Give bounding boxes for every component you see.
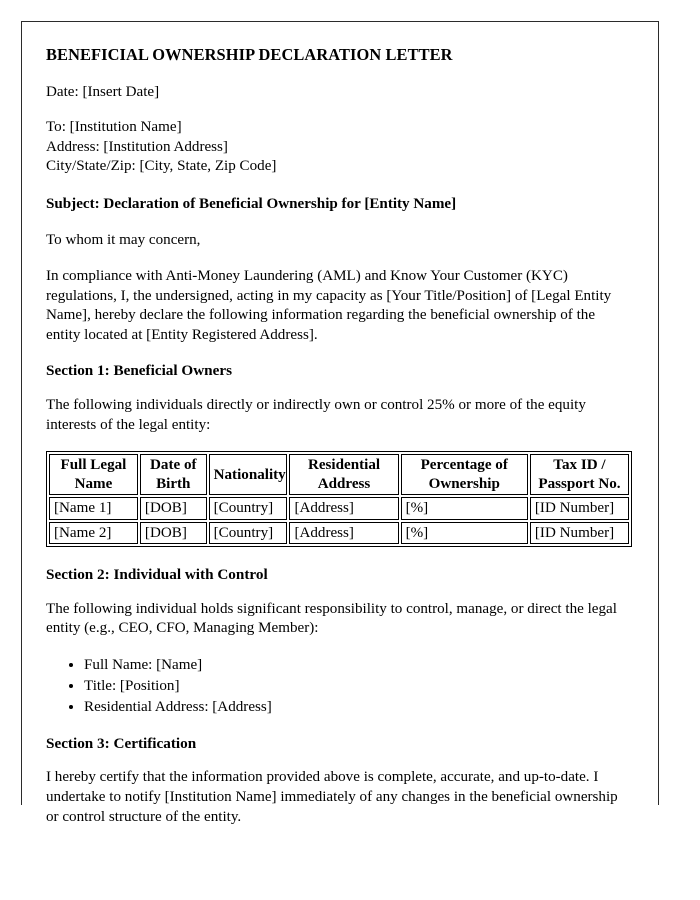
table-header-row xyxy=(49,454,629,495)
cell-nationality: [Country] xyxy=(209,497,288,519)
cell-tax-id-passport: [ID Number] xyxy=(530,497,629,519)
cell-full-legal-name: [Name 2] xyxy=(49,522,138,544)
cell-percentage-of-ownership: [%] xyxy=(401,497,528,519)
control-person-list xyxy=(46,655,632,718)
column-header-residential-address: Residential Address xyxy=(289,454,398,495)
date-line: Date: [Insert Date] xyxy=(46,84,160,101)
section-2-heading: Section 2: Individual with Control xyxy=(46,566,268,584)
recipient-institution-address: Address: [Institution Address] xyxy=(46,138,228,155)
table-row xyxy=(49,522,629,544)
recipient-institution-name: To: [Institution Name] xyxy=(46,118,182,135)
recipient-city-state-zip: City/State/Zip: [City, State, Zip Code] xyxy=(46,158,277,175)
section-3-heading: Section 3: Certification xyxy=(46,734,197,752)
column-header-full-legal-name: Full Legal Name xyxy=(49,454,138,495)
list-item: • Full Name: [Name] xyxy=(84,655,632,675)
list-item: • Title: [Position] xyxy=(84,676,632,696)
salutation: To whom it may concern, xyxy=(46,232,201,249)
section-1-heading: Section 1: Beneficial Owners xyxy=(46,362,233,380)
beneficial-owners-table xyxy=(46,451,632,547)
cell-tax-id-passport: [ID Number] xyxy=(530,522,629,544)
cell-residential-address: [Address] xyxy=(289,497,398,519)
recipient-address-block xyxy=(46,118,632,177)
subject-line: Subject: Declaration of Beneficial Ownership for [Entity Name] xyxy=(46,195,457,212)
table-row xyxy=(49,497,629,519)
cell-percentage-of-ownership: [%] xyxy=(401,522,528,544)
list-item: • Residential Address: [Address] xyxy=(84,697,632,717)
section-1-intro: The following individuals directly or indirectly own or control 25% or more of the equity interests of the legal entity: xyxy=(46,397,586,433)
cell-nationality: [Country] xyxy=(209,522,288,544)
cell-residential-address: [Address] xyxy=(289,522,398,544)
column-header-nationality: Nationality xyxy=(209,454,288,495)
document-body xyxy=(46,44,632,843)
section-3-certification-paragraph: I hereby certify that the information provided above is complete, accurate, and up-to-date. I undertake to notify [Institution Name] immediately of any changes in the beneficial ownership or control structure of the entity. xyxy=(46,769,618,825)
cell-date-of-birth: [DOB] xyxy=(140,522,207,544)
column-header-percentage-of-ownership: Percentage of Ownership xyxy=(401,454,528,495)
cell-date-of-birth: [DOB] xyxy=(140,497,207,519)
column-header-date-of-birth: Date of Birth xyxy=(140,454,207,495)
cell-full-legal-name: [Name 1] xyxy=(49,497,138,519)
page-title: BENEFICIAL OWNERSHIP DECLARATION LETTER xyxy=(46,45,453,64)
section-2-intro: The following individual holds significant responsibility to control, manage, or direct the legal entity (e.g., CEO, CFO, Managing Member): xyxy=(46,600,617,637)
intro-paragraph: In compliance with Anti-Money Laundering (AML) and Know Your Customer (KYC) regulations, I, the undersigned, acting in my capacity as [Your Title/Position] of [Legal Entity Name], hereby declare the following information regarding the beneficial ownership of the entity located at [Entity Registered Address]. xyxy=(46,267,612,343)
column-header-tax-id-passport: Tax ID / Passport No. xyxy=(530,454,629,495)
